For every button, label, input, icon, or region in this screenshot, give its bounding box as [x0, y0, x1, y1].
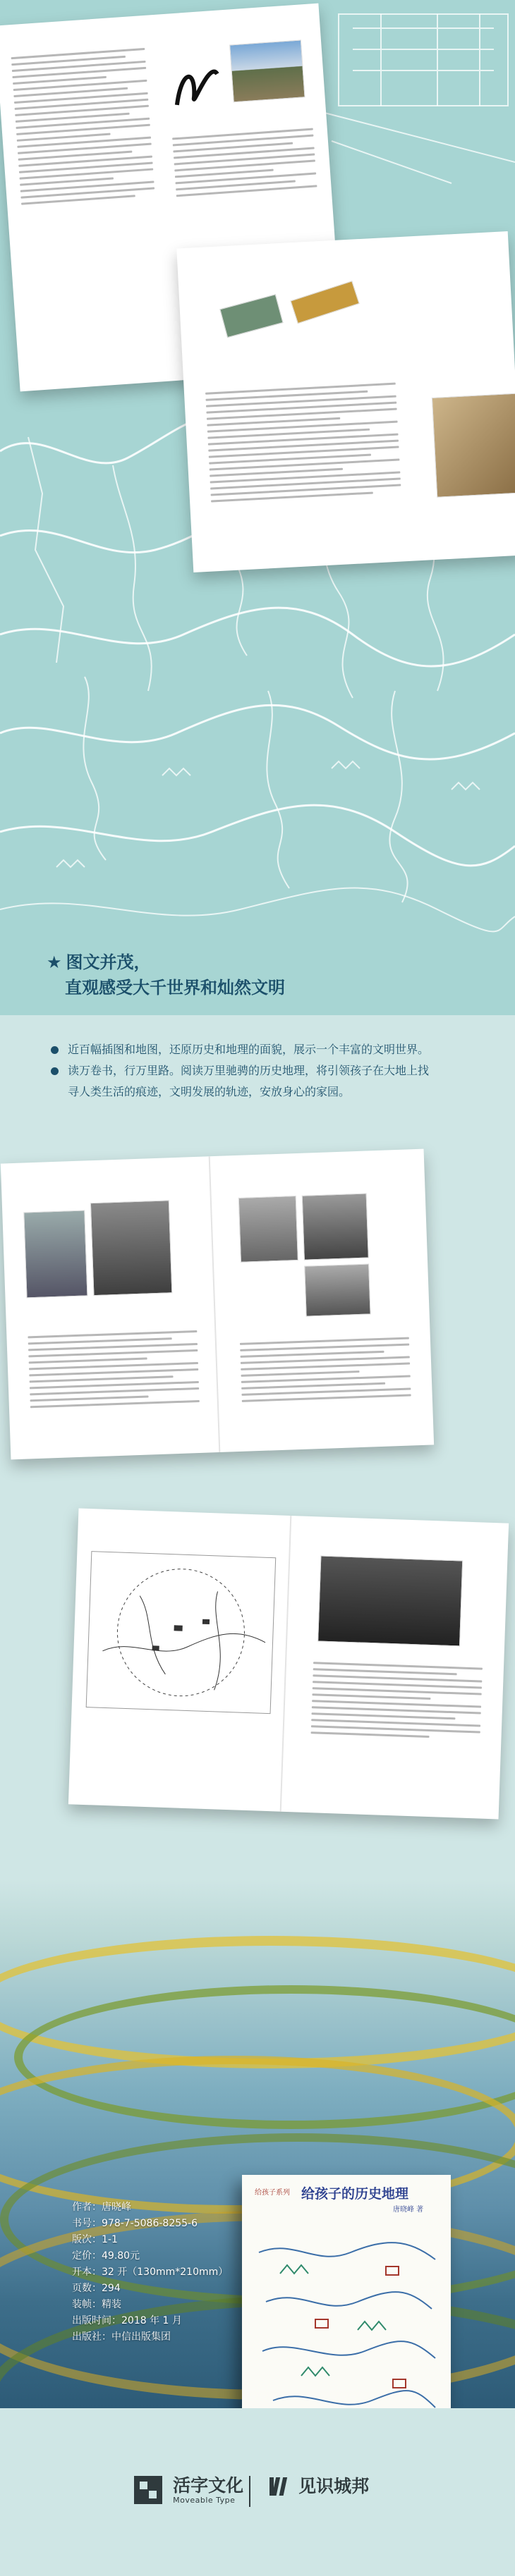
jianshi-logo-icon [268, 2474, 289, 2498]
brand-divider [249, 2476, 250, 2507]
brand2-name: 见识城邦 [298, 2476, 370, 2496]
bullet-dot-icon [51, 1067, 59, 1075]
statue-photo-2 [90, 1200, 173, 1296]
feature-bullets [47, 1039, 498, 1103]
bullet-item [47, 1081, 498, 1103]
info-price: 定价：49.80元 [72, 2250, 140, 2262]
landscape-photo [229, 39, 305, 102]
footer [0, 2408, 515, 2576]
bullet-text: 读万卷书，行万里路。阅读万里驰骋的历史地理，将引领孩子在大地上找 [68, 1064, 430, 1077]
book-info-list [72, 2200, 228, 2345]
headline-text-1: 图文并茂， [66, 952, 151, 972]
crane-sculpture-photo [238, 1196, 298, 1263]
bullet-item [47, 1060, 498, 1081]
star-icon: ★ [47, 952, 62, 972]
cover-title: 给孩子的历史地理 [301, 2186, 409, 2202]
bullet-text: 近百幅插图和地图，还原历史和地理的面貌，展示一个丰富的文明世界。 [68, 1043, 430, 1056]
info-publisher: 出版社：中信出版集团 [72, 2331, 171, 2343]
cover-map-illustration [252, 2224, 442, 2429]
bullet-item [47, 1039, 498, 1060]
info-publish-date: 出版时间：2018 年 1 月 [72, 2315, 182, 2326]
info-isbn: 书号：978-7-5086-8255-6 [72, 2218, 198, 2229]
bullet-dot-icon [51, 1046, 59, 1054]
tortoise-sculpture-photo [304, 1263, 370, 1316]
headline-line-2: 直观感受大千世界和灿然文明 [65, 978, 285, 998]
book-page-spread-4 [68, 1508, 509, 1819]
terracotta-warriors-photo [317, 1555, 463, 1646]
painting-photo [432, 393, 515, 498]
bamboo-slip-photo [219, 294, 283, 338]
book-page-spread-2 [176, 231, 515, 572]
brand1-name: 活字文化 [173, 2474, 244, 2496]
cover-author: 唐晓峰 著 [393, 2206, 424, 2214]
brand1-text [173, 2476, 243, 2505]
glyph-illustration [166, 52, 226, 112]
statue-photo-1 [23, 1210, 87, 1298]
info-pages: 页数：294 [72, 2283, 121, 2294]
moveable-type-logo-icon [133, 2474, 164, 2506]
feature-headline [47, 950, 484, 1000]
cover-series: 给孩子系列 [255, 2189, 290, 2197]
brand1-en: Moveable Type [173, 2495, 236, 2505]
wooden-tablet-photo [291, 281, 360, 324]
info-format: 开本：32 开（130mm*210mm） [72, 2267, 229, 2278]
info-edition: 版次：1-1 [72, 2234, 118, 2245]
headline-line-1 [47, 950, 484, 975]
info-binding: 装帧：精装 [72, 2299, 121, 2310]
info-author: 作者：唐晓峰 [72, 2202, 131, 2213]
bullet-text: 寻人类生活的痕迹，文明发展的轨迹，安放身心的家园。 [68, 1085, 351, 1098]
beast-sculpture-photo [302, 1194, 369, 1261]
brand-moveable-type [133, 2474, 243, 2506]
ancient-map-illustration [86, 1551, 277, 1714]
brand2-text [298, 2477, 369, 2496]
book-page-spread-3 [1, 1149, 434, 1460]
map-illustration-section [0, 0, 515, 1015]
brand-jianshi-chengbang [268, 2474, 369, 2498]
